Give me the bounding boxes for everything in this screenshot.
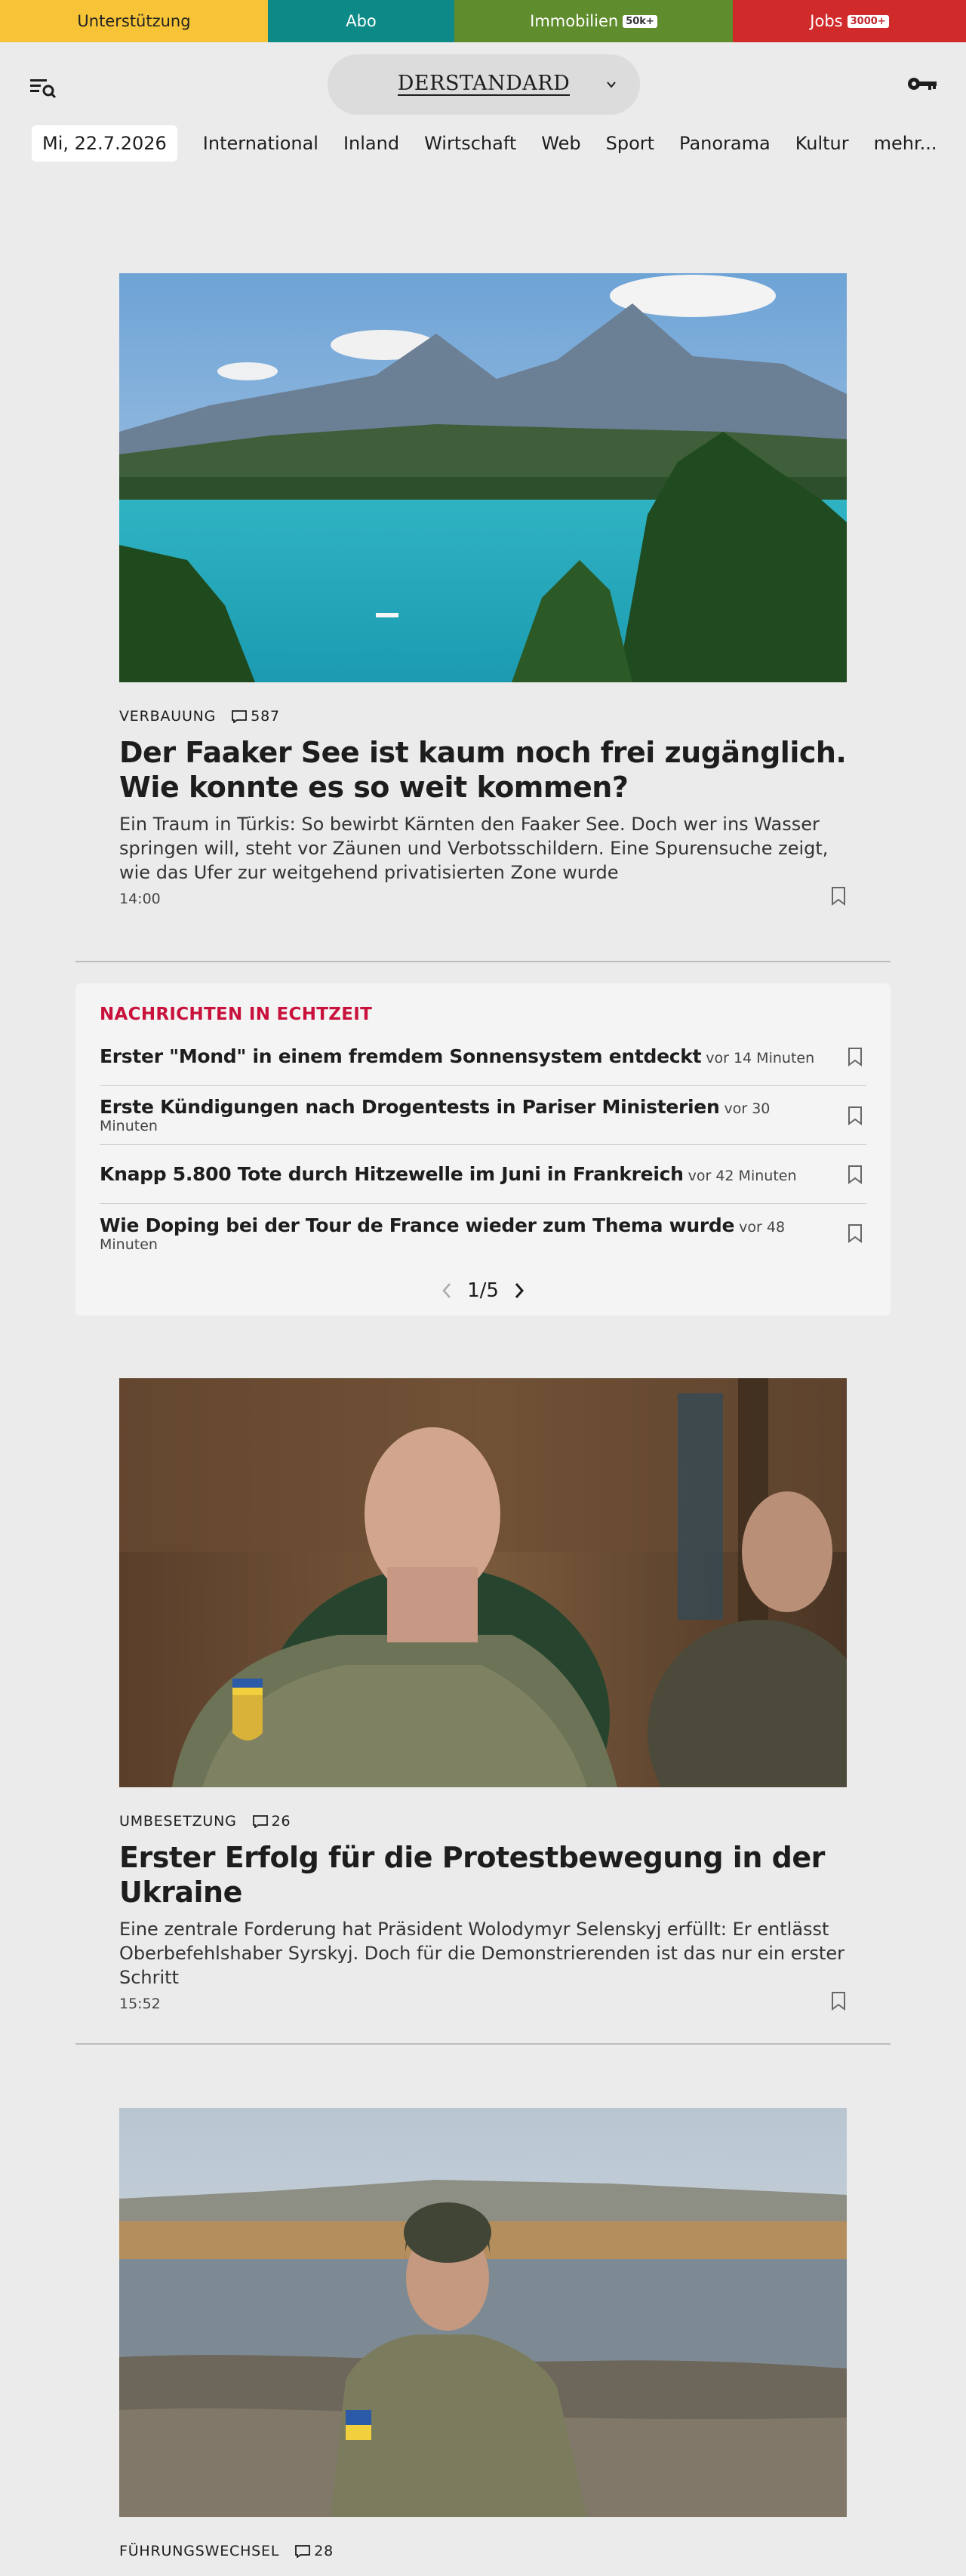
kicker-label: UMBESETZUNG bbox=[119, 1813, 237, 1830]
article-kicker bbox=[119, 708, 847, 725]
article-time: 14:00 bbox=[119, 891, 161, 907]
article-title[interactable]: Erster Erfolg für die Protestbewegung in der Ukraine bbox=[119, 1841, 825, 1909]
bookmark-icon[interactable] bbox=[847, 1165, 863, 1184]
article-image-soldier-river[interactable] bbox=[119, 2108, 847, 2517]
live-news-title[interactable]: Erster "Mond" in einem fremdem Sonnensystem entdeckt bbox=[100, 1045, 702, 1067]
abo-link[interactable] bbox=[268, 0, 454, 42]
article-title[interactable]: Der Faaker See ist kaum noch frei zugänglich. Wie konnte es so weit kommen? bbox=[119, 736, 847, 804]
article-lead: Ein Traum in Türkis: So bewirbt Kärnten den Faaker See. Doch wer ins Wasser springen will, steht vor Zäunen und Verbotsschildern. Eine Spurensuche zeigt, wie das Ufer zur weitgehend privatisierten Zone wurde bbox=[119, 814, 829, 883]
jobs-label: Jobs bbox=[810, 12, 843, 30]
jobs-link[interactable] bbox=[733, 0, 966, 42]
bookmark-icon[interactable] bbox=[847, 1047, 863, 1066]
site-logo: DERSTANDARD bbox=[397, 71, 571, 95]
support-label: Unterstützung bbox=[77, 12, 191, 30]
support-link[interactable] bbox=[0, 0, 268, 42]
live-news-item[interactable] bbox=[100, 1027, 866, 1086]
live-news-ago: vor 48 Minuten bbox=[100, 1218, 786, 1253]
chevron-left-icon bbox=[441, 1282, 453, 1300]
section-divider bbox=[75, 2043, 891, 2045]
live-news-title[interactable]: Wie Doping bei der Tour de France wieder zum Thema wurde bbox=[100, 1214, 735, 1236]
menu-search-button[interactable] bbox=[29, 72, 59, 103]
live-news-box bbox=[75, 983, 891, 1316]
live-news-ago: vor 30 Minuten bbox=[100, 1100, 771, 1134]
top-strip bbox=[0, 0, 966, 42]
nav-wirtschaft[interactable]: Wirtschaft bbox=[424, 133, 517, 154]
article-teaser-fuehrungswechsel[interactable] bbox=[119, 2108, 847, 2559]
abo-label: Abo bbox=[346, 12, 377, 30]
live-news-item[interactable] bbox=[100, 1145, 866, 1204]
comment-count[interactable]: 26 bbox=[271, 1813, 291, 1830]
live-news-title[interactable]: Knapp 5.800 Tote durch Hitzewelle im Juni in Frankreich bbox=[100, 1163, 684, 1185]
bookmark-icon[interactable] bbox=[830, 886, 847, 906]
nav-sport[interactable]: Sport bbox=[605, 133, 655, 154]
nav-international[interactable]: International bbox=[202, 133, 318, 154]
login-button[interactable] bbox=[906, 72, 939, 95]
live-news-item[interactable] bbox=[100, 1086, 866, 1145]
article-image-military-officers[interactable] bbox=[119, 1378, 847, 1787]
immobilien-badge: 50k+ bbox=[623, 15, 657, 28]
bookmark-icon[interactable] bbox=[847, 1223, 863, 1243]
jobs-badge: 3000+ bbox=[848, 15, 889, 28]
live-news-heading: NACHRICHTEN IN ECHTZEIT bbox=[100, 1005, 373, 1024]
article-teaser-faaker-see[interactable] bbox=[119, 273, 847, 907]
menu-search-icon bbox=[29, 72, 59, 103]
article-kicker bbox=[119, 1813, 847, 1830]
article-kicker bbox=[119, 2543, 847, 2559]
comment-icon bbox=[294, 2544, 311, 2558]
chevron-right-icon bbox=[513, 1282, 525, 1300]
bookmark-icon[interactable] bbox=[847, 1106, 863, 1125]
pager-label: 1/5 bbox=[467, 1279, 499, 1302]
kicker-label: FÜHRUNGSWECHSEL bbox=[119, 2543, 280, 2559]
nav-inland[interactable]: Inland bbox=[343, 133, 400, 154]
pager-prev-button[interactable] bbox=[435, 1279, 458, 1302]
section-nav bbox=[32, 125, 962, 162]
kicker-label: VERBAUUNG bbox=[119, 708, 217, 725]
nav-more[interactable]: mehr... bbox=[873, 133, 937, 154]
chevron-down-icon bbox=[605, 78, 617, 91]
logo-selector[interactable] bbox=[328, 54, 640, 115]
key-icon bbox=[906, 72, 939, 95]
site-header bbox=[0, 42, 966, 125]
immobilien-link[interactable] bbox=[454, 0, 733, 42]
comment-count[interactable]: 28 bbox=[314, 2543, 334, 2559]
live-news-title[interactable]: Erste Kündigungen nach Drogentests in Pariser Ministerien bbox=[100, 1096, 720, 1118]
comment-count[interactable]: 587 bbox=[251, 708, 280, 725]
article-image-lake[interactable] bbox=[119, 273, 847, 682]
live-news-pager bbox=[75, 1279, 891, 1302]
pager-next-button[interactable] bbox=[508, 1279, 531, 1302]
nav-date[interactable]: Mi, 22.7.2026 bbox=[32, 125, 177, 162]
bookmark-icon[interactable] bbox=[830, 1991, 847, 2011]
nav-web[interactable]: Web bbox=[541, 133, 581, 154]
live-news-ago: vor 42 Minuten bbox=[688, 1168, 797, 1184]
article-teaser-ukraine[interactable] bbox=[119, 1378, 847, 2012]
comment-icon bbox=[252, 1814, 269, 1828]
live-news-item[interactable] bbox=[100, 1204, 866, 1263]
comment-icon bbox=[231, 709, 248, 723]
section-divider bbox=[75, 961, 891, 962]
live-news-ago: vor 14 Minuten bbox=[706, 1050, 815, 1066]
nav-panorama[interactable]: Panorama bbox=[679, 133, 771, 154]
immobilien-label: Immobilien bbox=[530, 12, 619, 30]
article-time: 15:52 bbox=[119, 1996, 161, 2012]
nav-kultur[interactable]: Kultur bbox=[795, 133, 849, 154]
article-lead: Eine zentrale Forderung hat Präsident Wolodymyr Selenskyj erfüllt: Er entlässt Oberbefehlshaber Syrskyj. Doch für die Demonstrierenden ist das nur ein erster Schritt bbox=[119, 1919, 844, 1988]
